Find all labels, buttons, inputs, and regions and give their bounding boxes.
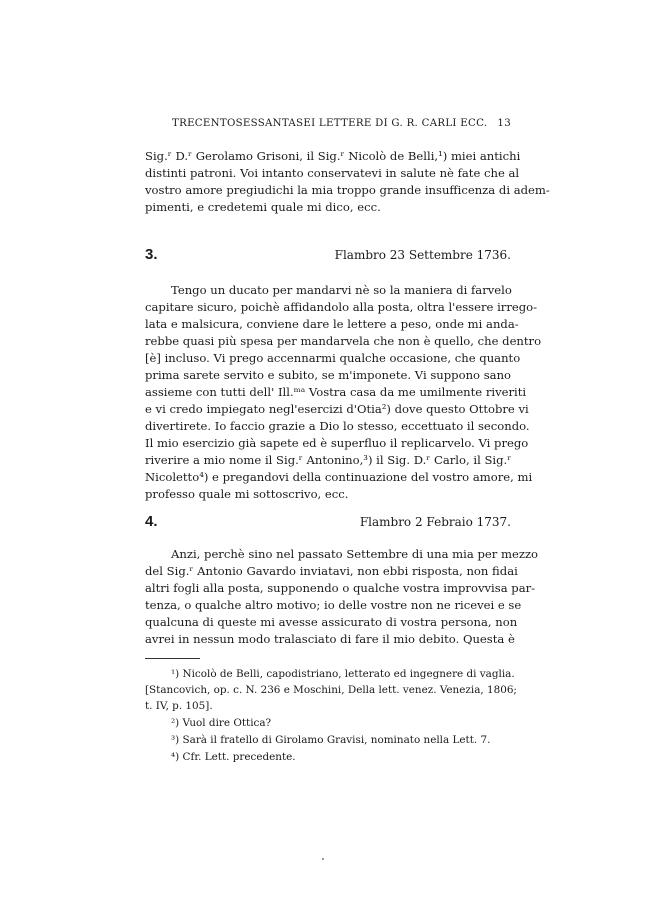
text-line: qualcuna di queste mi avesse assicurato di vostra persona, non — [145, 615, 518, 629]
text-line: Anzi, perchè sino nel passato Settembre di una mia per mezzo — [171, 547, 539, 561]
text-line: Il mio esercizio già sapete ed è superfluo il replicarvelo. Vi prego — [145, 436, 529, 450]
text-line: Tengo un ducato per mandarvi nè so la maniera di farvelo — [171, 283, 512, 297]
text-line: vostro amore pregiudichi la mia troppo grande insufficenza di adem- — [145, 183, 550, 197]
text-line: avrei in nessun modo tralasciato di fare il mio debito. Questa è — [145, 632, 515, 646]
text-line: Nicoletto⁴) e pregandovi della continuazione del vostro amore, mi — [145, 470, 533, 484]
footnote: [Stancovich, op. c. N. 236 e Moschini, Della lett. venez. Venezia, 1806; — [145, 684, 517, 696]
footnote-rule — [145, 658, 200, 659]
footnote: ³) Sarà il fratello di Girolamo Gravisi, nominato nella Lett. 7. — [171, 734, 491, 746]
letter-number: 4. — [145, 513, 158, 530]
running-head-title: TRECENTOSESSANTASEI LETTERE DI G. R. CARLI ECC. — [172, 118, 488, 129]
footnote: t. IV, p. 105]. — [145, 700, 213, 712]
footnote: ²) Vuol dire Ottica? — [171, 717, 272, 729]
footnote: ⁴) Cfr. Lett. precedente. — [171, 751, 296, 763]
text-line: divertirete. Io faccio grazie a Dio lo stesso, eccettuato il secondo. — [145, 419, 530, 433]
text-line: professo quale mi sottoscrivo, ecc. — [145, 487, 349, 501]
text-line: riverire a mio nome il Sig.ʳ Antonino,³) il Sig. D.ʳ Carlo, il Sig.ʳ — [145, 453, 512, 467]
print-speck — [322, 858, 324, 860]
page-number: 13 — [497, 118, 511, 129]
text-line: del Sig.ʳ Antonio Gavardo inviatavi, non ebbi risposta, non fidai — [145, 564, 518, 578]
letter-place-date: Flambro 23 Settembre 1736. — [334, 248, 511, 262]
text-line: lata e malsicura, conviene dare le lettere a peso, onde mi anda- — [145, 317, 519, 331]
letter-number: 3. — [145, 246, 158, 263]
text-line: capitare sicuro, poichè affidandolo alla posta, oltra l'essere irrego- — [145, 300, 538, 314]
text-line: assieme con tutti dell' Ill.ᵐᵃ Vostra casa da me umilmente riveriti — [145, 385, 527, 399]
text-line: tenza, o qualche altro motivo; io delle vostre non ne ricevei e se — [145, 598, 522, 612]
text-line: pimenti, e credetemi quale mi dico, ecc. — [145, 200, 381, 214]
text-line: rebbe quasi più spesa per mandarvela che non è quello, che dentro — [145, 334, 542, 348]
text-line: altri fogli alla posta, supponendo o qualche vostra improvvisa par- — [145, 581, 536, 595]
text-line: prima sarete servito e subito, se m'imponete. Vi suppono sano — [145, 368, 512, 382]
footnote: ¹) Nicolò de Belli, capodistriano, letterato ed ingegnere di vaglia. — [171, 668, 515, 680]
text-line: Sig.ʳ D.ʳ Gerolamo Grisoni, il Sig.ʳ Nicolò de Belli,¹) miei antichi — [145, 149, 521, 163]
text-line: [è] incluso. Vi prego accennarmi qualche occasione, che quanto — [145, 351, 521, 365]
text-line: distinti patroni. Voi intanto conservatevi in salute nè fate che al — [145, 166, 520, 180]
letter-place-date: Flambro 2 Febraio 1737. — [359, 515, 511, 529]
text-line: e vi credo impiegato negl'esercizi d'Otia²) dove questo Ottobre vi — [145, 402, 529, 416]
